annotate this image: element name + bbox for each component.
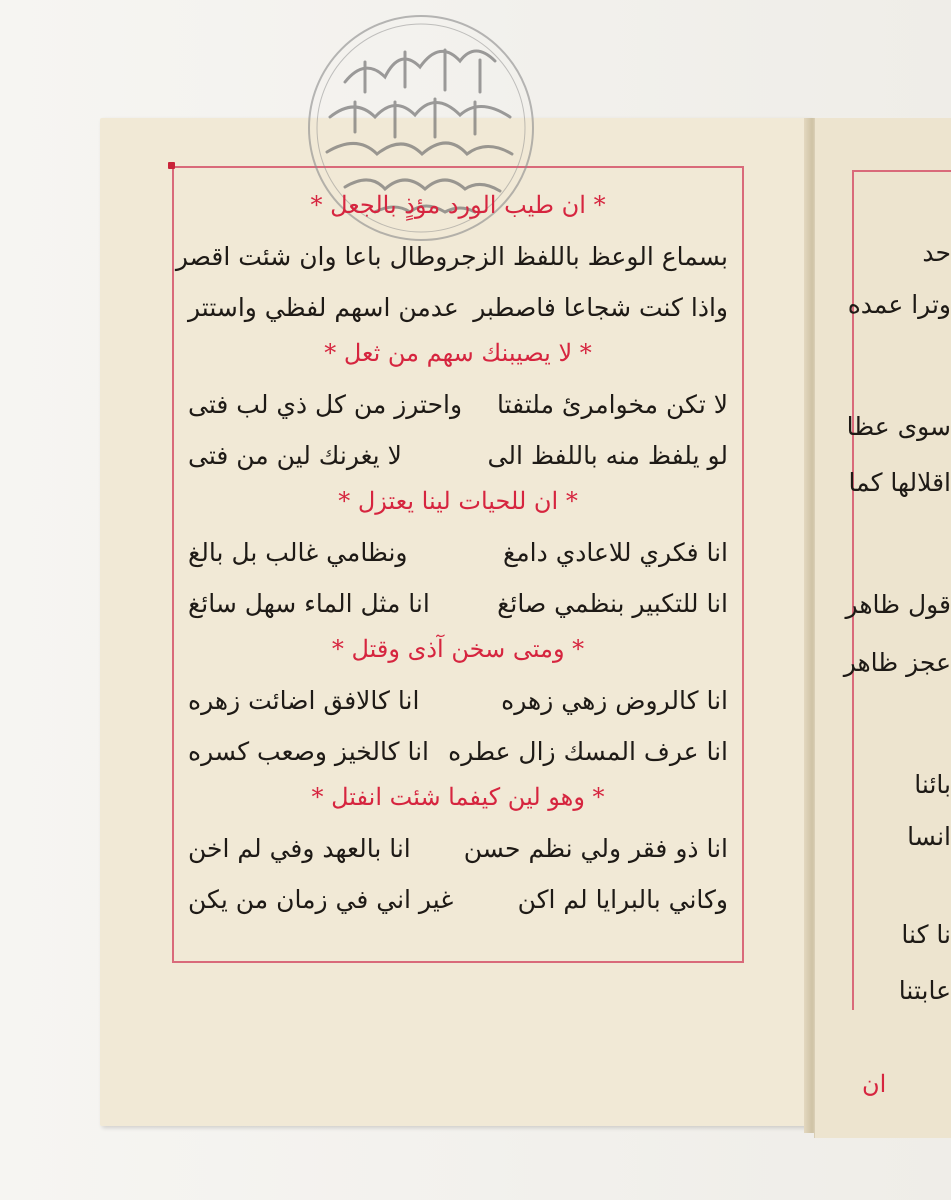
facing-line: حد: [922, 238, 951, 267]
facing-line: قول ظاهر: [845, 590, 951, 619]
rubric-heading: * ومتى سخن آذى وقتل *: [331, 635, 585, 663]
hemistich-right: لا تكن مخوامرئ ملتفتا: [496, 390, 728, 419]
hemistich-right: انا عرف المسك زال عطره: [448, 737, 728, 766]
verse-line: [180, 874, 736, 925]
verse-line: [180, 379, 736, 430]
hemistich-left: انا كالافق اضائت زهره: [188, 686, 420, 715]
verse-line: [180, 578, 736, 629]
verse-line: [175, 231, 736, 282]
verse-line: [180, 430, 736, 481]
hemistich-left: انا كالخيز وصعب كسره: [188, 737, 429, 766]
hemistich-right: وكاني بالبرايا لم اكن: [517, 885, 728, 914]
verse-block: [175, 185, 736, 925]
hemistich-left: عدمن اسهم لفظي واستتر: [188, 293, 459, 322]
hemistich-right: انا كالروض زهي زهره: [501, 686, 728, 715]
hemistich-left: غير اني في زمان من يكن: [188, 885, 454, 914]
facing-line: سوى عظا: [846, 412, 951, 441]
facing-line: نا كنا: [901, 920, 951, 949]
verse-line: [180, 527, 736, 578]
verse-line: [180, 282, 736, 333]
verse-line: [180, 823, 736, 874]
hemistich-right: انا للتكبير بنظمي صائغ: [497, 589, 728, 618]
frame-corner-mark: [168, 162, 175, 169]
hemistich-right: لو يلفظ منه باللفظ الى: [487, 441, 728, 470]
facing-line: بائنا: [914, 770, 951, 799]
rubric-heading: * لا يصيبنك سهم من ثعل *: [324, 339, 592, 367]
hemistich-left: انا بالعهد وفي لم اخن: [188, 834, 411, 863]
facing-line: اقلالها كما: [848, 468, 951, 497]
hemistich-left: واحترز من كل ذي لب فتى: [188, 390, 463, 419]
facing-line: وترا عمده: [847, 290, 951, 319]
hemistich-left: ونظامي غالب بل بالغ: [188, 538, 408, 567]
facing-line: انسا: [907, 822, 951, 851]
rubric-heading: * ان طيب الورد مؤذٍ بالجعل *: [310, 191, 606, 219]
rubric-heading: * وهو لين كيفما شئت انفتل *: [311, 783, 605, 811]
hemistich-left: وطال باعا وان شئت اقصر: [175, 242, 448, 271]
facing-line: عابتنا: [898, 976, 951, 1005]
hemistich-right: بسماع الوعظ باللفظ الزجر: [447, 242, 728, 271]
verse-line: [180, 726, 736, 777]
hemistich-right: انا فكري للاعادي دامغ: [502, 538, 728, 567]
rubric-heading: * ان للحيات لينا يعتزل *: [338, 487, 578, 515]
hemistich-right: واذا كنت شجاعا فاصطبر: [473, 293, 728, 322]
hemistich-left: انا مثل الماء سهل سائغ: [188, 589, 430, 618]
facing-page-text: [838, 0, 951, 1200]
verse-line: [180, 675, 736, 726]
hemistich-right: انا ذو فقر ولي نظم حسن: [463, 834, 728, 863]
hemistich-left: لا يغرنك لين من فتى: [188, 441, 402, 470]
catchword: ان: [862, 1070, 887, 1098]
facing-line: عجز ظاهر: [843, 648, 951, 677]
